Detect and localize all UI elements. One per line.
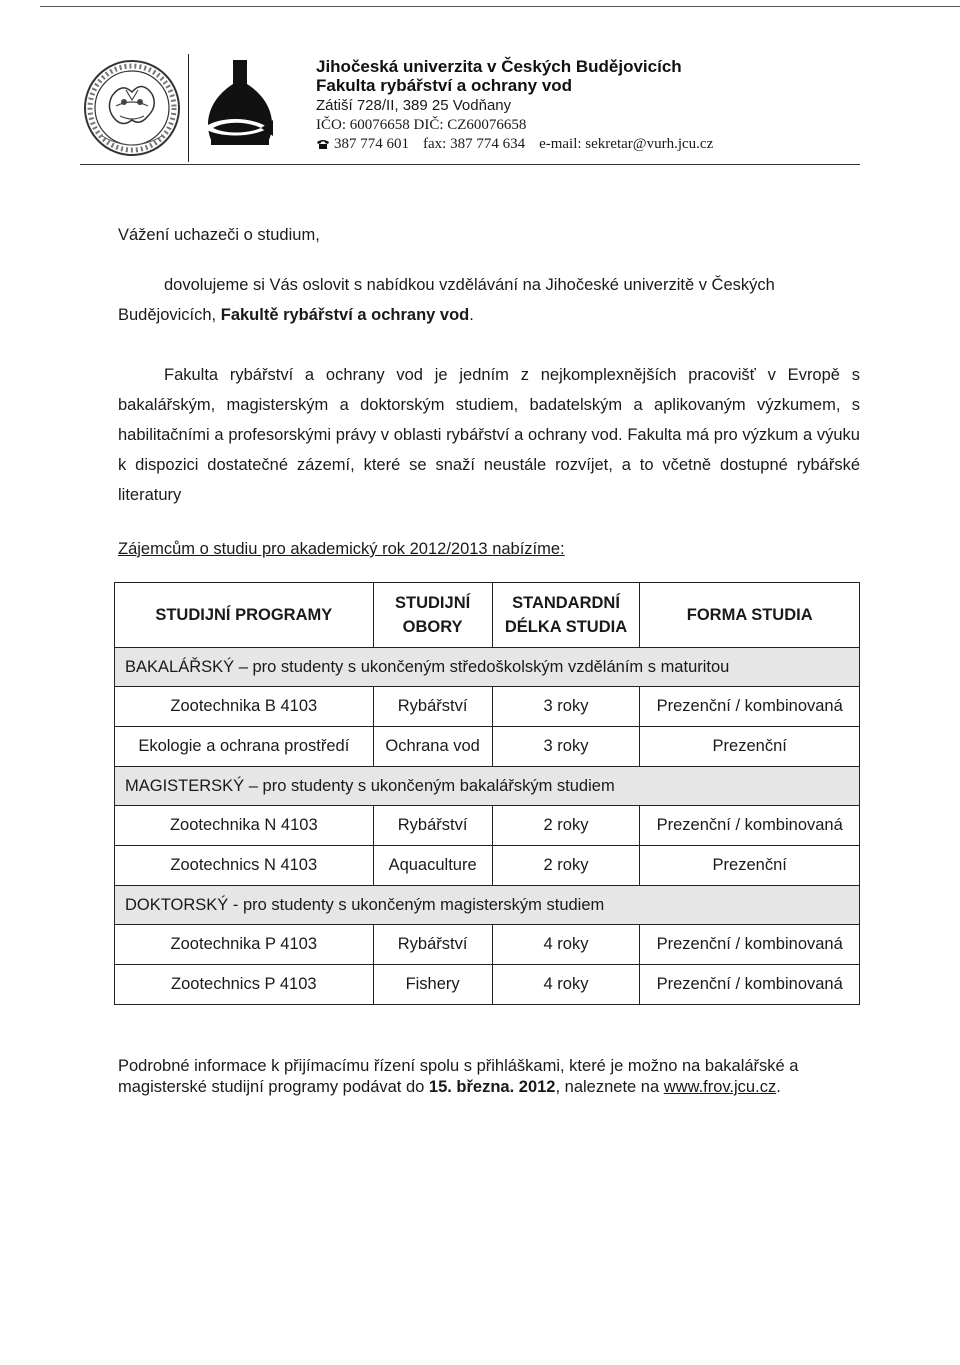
faculty-description: Fakulta rybářství a ochrany vod je jedním z nejkomplexnějších pracovišť v Evropě s bakalářským, magisterským a doktorským studiem, badatelským a aplikovaným výzkumem, s habilitačními a profesorskými právy v oblasti rybářství a ochrany vod. Fakulta má pro výzkum a výuku k dispozici dostatečné zázemí, které se snaží neustále rozvíjet, a to včetně dostupné rybářské literatury xyxy=(118,366,860,504)
footer-text: Podrobné informace k přijímacímu řízení spolu s přihláškami, které je možno na bakalářské a magisterské studijní programy podávat do xyxy=(118,1057,799,1096)
field-cell: Rybářství xyxy=(373,925,492,965)
level-row-master xyxy=(115,767,860,806)
program-cell: Zootechnika P 4103 xyxy=(115,925,374,965)
greeting: Vážení uchazeči o studium, xyxy=(118,226,320,244)
footer-text-mid: , naleznete na xyxy=(555,1078,664,1096)
letterhead-logos xyxy=(80,52,292,162)
study-programs-table xyxy=(114,582,860,1005)
address: Zátiší 728/II, 389 25 Vodňany xyxy=(316,97,512,114)
program-cell: Zootechnika N 4103 xyxy=(115,806,374,846)
program-cell: Ekologie a ochrana prostředí xyxy=(115,727,374,767)
duration-cell: 3 roky xyxy=(492,687,640,727)
footer-paragraph xyxy=(118,1056,860,1098)
form-cell: Prezenční / kombinovaná xyxy=(640,965,860,1005)
level-label: MAGISTERSKÝ – pro studenty s ukončeným bakalářským studiem xyxy=(115,767,860,806)
duration-cell: 2 roky xyxy=(492,846,640,886)
company-ids: IČO: 60076658 DIČ: CZ60076658 xyxy=(316,117,527,133)
header-duration: STANDARDNÍ DÉLKA STUDIA xyxy=(492,583,640,648)
duration-cell: 2 roky xyxy=(492,806,640,846)
offer-heading: Zájemcům o studiu pro akademický rok 2012/2013 nabízíme: xyxy=(118,540,565,558)
header-form: FORMA STUDIA xyxy=(640,583,860,648)
table-row xyxy=(115,687,860,727)
form-cell: Prezenční / kombinovaná xyxy=(640,687,860,727)
fax-number: fax: 387 774 634 xyxy=(423,136,526,152)
field-cell: Fishery xyxy=(373,965,492,1005)
duration-cell: 4 roky xyxy=(492,925,640,965)
duration-cell: 3 roky xyxy=(492,727,640,767)
form-cell: Prezenční xyxy=(640,846,860,886)
table-row xyxy=(115,806,860,846)
header-programs: STUDIJNÍ PROGRAMY xyxy=(115,583,374,648)
duration-cell: 4 roky xyxy=(492,965,640,1005)
email-address: e-mail: sekretar@vurh.jcu.cz xyxy=(539,136,714,152)
letterhead-rule xyxy=(80,164,860,165)
table-row xyxy=(115,727,860,767)
letterhead-text xyxy=(316,58,856,153)
form-cell: Prezenční / kombinovaná xyxy=(640,925,860,965)
intro-text: dovolujeme si Vás oslovit s nabídkou vzdělávání na Jihočeské univerzitě v Českých Budějovicích, xyxy=(118,276,775,324)
field-cell: Rybářství xyxy=(373,687,492,727)
form-cell: Prezenční / kombinovaná xyxy=(640,806,860,846)
faculty-emblem-icon xyxy=(188,54,291,162)
level-row-bachelor xyxy=(115,648,860,687)
table-header-row xyxy=(115,583,860,648)
intro-paragraph xyxy=(118,270,860,330)
deadline: 15. března. 2012 xyxy=(428,1078,556,1096)
level-label: DOKTORSKÝ - pro studenty s ukončeným magisterským studiem xyxy=(115,886,860,925)
contact-line xyxy=(316,135,856,153)
website-link[interactable]: www.frov.jcu.cz xyxy=(663,1078,777,1096)
table-row xyxy=(115,965,860,1005)
table-row xyxy=(115,846,860,886)
field-cell: Rybářství xyxy=(373,806,492,846)
footer-text-end: . xyxy=(776,1078,781,1096)
header-fields: STUDIJNÍ OBORY xyxy=(373,583,492,648)
form-cell: Prezenční xyxy=(640,727,860,767)
university-name: Jihočeská univerzita v Českých Budějovicích xyxy=(316,57,682,76)
level-row-doctoral xyxy=(115,886,860,925)
top-rule xyxy=(40,6,960,7)
university-seal-icon xyxy=(82,56,182,160)
program-cell: Zootechnics P 4103 xyxy=(115,965,374,1005)
field-cell: Ochrana vod xyxy=(373,727,492,767)
phone-icon xyxy=(316,139,330,149)
letterhead xyxy=(80,52,860,168)
table-row xyxy=(115,925,860,965)
field-cell: Aquaculture xyxy=(373,846,492,886)
faculty-name: Fakulta rybářství a ochrany vod xyxy=(316,76,573,95)
program-cell: Zootechnika B 4103 xyxy=(115,687,374,727)
phone-number: 387 774 601 xyxy=(334,136,409,152)
intro-end: . xyxy=(469,306,474,324)
level-label: BAKALÁŘSKÝ – pro studenty s ukončeným středoškolským vzděláním s maturitou xyxy=(115,648,860,687)
intro-faculty-bold: Fakultě rybářství a ochrany vod xyxy=(220,306,470,324)
program-cell: Zootechnics N 4103 xyxy=(115,846,374,886)
